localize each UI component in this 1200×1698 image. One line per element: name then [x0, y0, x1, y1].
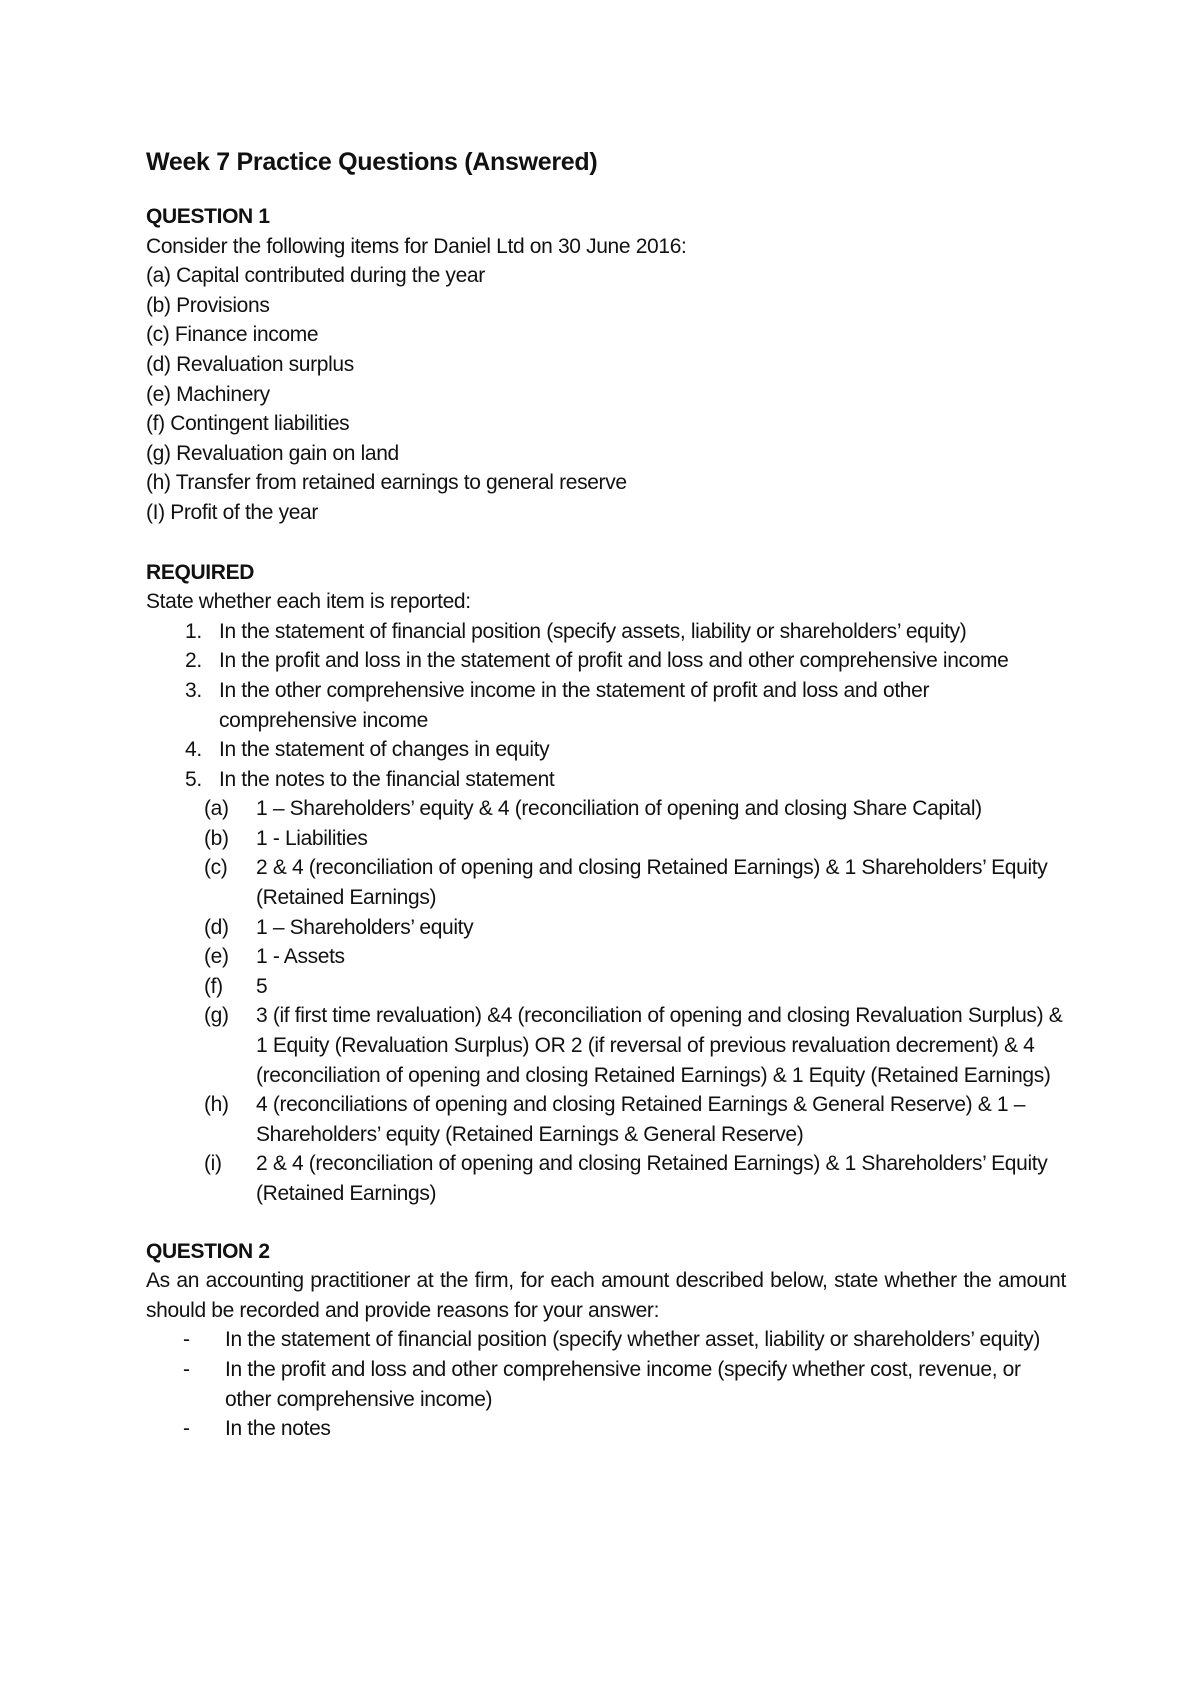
list-item: (e) Machinery	[146, 382, 270, 406]
list-item: - In the profit and loss and other comprehensive income (specify whether cost, revenue, or other comprehensive income)	[183, 1357, 1021, 1411]
reporting-options-list	[146, 617, 1066, 795]
list-item: 5. In the notes to the financial statement	[185, 767, 555, 791]
list-item: (c) Finance income	[146, 323, 319, 347]
answer-item: (i) 2 & 4 (reconciliation of opening and closing Retained Earnings) & 1 Shareholders’ Equity (Retained Earnings)	[204, 1152, 1048, 1205]
answer-item: (b) 1 - Liabilities	[204, 826, 368, 850]
list-item: 1. In the statement of financial position (specify assets, liability or shareholders’ equity)	[185, 619, 967, 643]
answer-item: (c) 2 & 4 (reconciliation of opening and closing Retained Earnings) & 1 Shareholders’ Equity (Retained Earnings)	[204, 856, 1048, 910]
required-heading: REQUIRED	[146, 560, 255, 584]
list-item: (b) Provisions	[146, 293, 270, 317]
document-title: Week 7 Practice Questions (Answered)	[146, 148, 598, 176]
question-1-items	[146, 261, 1066, 527]
question-2-intro: As an accounting practitioner at the firm, for each amount described below, state whether the amount should be recorded and provide reasons for your answer:	[146, 1269, 1066, 1322]
list-item: (g) Revaluation gain on land	[146, 441, 399, 465]
answer-item: (f) 5	[204, 974, 268, 998]
list-item: 2. In the profit and loss in the statement of profit and loss and other comprehensive income	[185, 649, 1009, 673]
list-item: 4. In the statement of changes in equity	[185, 738, 550, 762]
answers-list	[146, 794, 1066, 1208]
list-item: - In the notes	[183, 1417, 331, 1441]
list-item: (I) Profit of the year	[146, 500, 319, 524]
answer-item: (h) 4 (reconciliations of opening and closing Retained Earnings & General Reserve) & 1 – Shareholders’ equity (Retained Earnings & General Reserve)	[204, 1093, 1026, 1146]
list-item: - In the statement of financial position (specify whether asset, liability or shareholders’ equity)	[183, 1328, 1041, 1352]
answer-item: (a) 1 – Shareholders’ equity & 4 (reconciliation of opening and closing Share Capital)	[204, 797, 982, 821]
answer-item: (d) 1 – Shareholders’ equity	[204, 915, 474, 939]
question-2-heading: QUESTION 2	[146, 1239, 270, 1263]
list-item: (d) Revaluation surplus	[146, 352, 354, 376]
list-item: 3. In the other comprehensive income in the statement of profit and loss and other comprehensive income	[185, 678, 930, 732]
question-2-bullets	[146, 1325, 1066, 1443]
list-item: (f) Contingent liabilities	[146, 412, 350, 436]
document-page	[146, 146, 1066, 1444]
answer-item: (g) 3 (if first time revaluation) &4 (reconciliation of opening and closing Revaluation Surplus) & 1 Equity (Revaluation Surplus) OR 2 (if reversal of previous revaluation decrement) & 4 (reconciliation of opening and closing Retained Earnings) & 1 Equity (Retained Earnings)	[204, 1004, 1063, 1087]
list-item: (h) Transfer from retained earnings to general reserve	[146, 471, 627, 495]
list-item: (a) Capital contributed during the year	[146, 264, 485, 288]
required-intro: State whether each item is reported:	[146, 590, 471, 614]
question-1-intro: Consider the following items for Daniel Ltd on 30 June 2016:	[146, 234, 687, 258]
answer-item: (e) 1 - Assets	[204, 945, 345, 969]
question-1-heading: QUESTION 1	[146, 205, 270, 228]
